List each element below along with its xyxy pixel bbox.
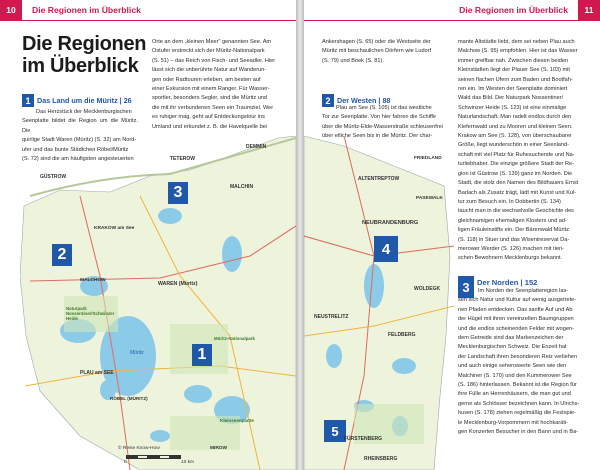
region-title-1: Das Land um die Müritz | 26	[37, 96, 132, 105]
map-label-neubrandenburg: NEUBRANDENBURG	[362, 220, 419, 226]
map-marker-5[interactable]: 5	[324, 420, 346, 442]
text-r2-top: Ankershagen (S. 65) oder die Westseite der Müritz mit beschaulichen Dörfern wie Ludorf (S. 79) und Boek (S. 81).	[322, 39, 432, 64]
text-r3-intro: Im Norden der Seenplatteregion las- sen sich Natur und Kultur auf wenig ausgetrete- nen Pfaden entdecken. Das sanfte Auf und Ab der Hügel mit ihren vereinzelten Baumgruppen und die endlos scheinenden Felder mit wogen- dem Getreide sind das Markenzeichen der Mecklenburgischen Schweiz. Die Enzeit hat der Landschaft ihren besonderen Reiz verliehen und auch einige sehenswerte Seen wie den Malchiner (S. 170) und den Kummerower See (S. 186) hinterlassen. Bekannt ist die Region für ihre Fülle an Herrenhäusern, die man gut und gerne als Schlösser bezeichnen kann. In Ulrichs- husen (S. 178) ziehen regelmäßig die Festspie- le Mecklenburg-Vorpommern mit hochkaräti- gen Konzerten Besucher in den Bann und in Ba-	[458, 288, 580, 436]
map-label-krakow: KRAKOW am See	[94, 226, 135, 231]
map-label-neustrelitz: NEUSTRELITZ	[314, 314, 349, 320]
left-header-title: Die Regionen im Überblick	[32, 5, 141, 15]
region-heading-1	[22, 94, 132, 107]
region-map-left	[20, 136, 296, 470]
map-label-mueritz: Müritz	[130, 350, 144, 356]
map-label-feldberg: FELDBERG	[388, 332, 416, 338]
region-title-3: Der Norden | 152	[477, 278, 538, 287]
map-label-plau: PLAU am SEE	[80, 370, 114, 376]
map-label-mirow: MIROW	[210, 446, 228, 451]
map-legend: © Reise Know-How	[118, 446, 160, 451]
text-column-4: mante Altstädte liebt, dem sei neben Plau auch Malchow (S. 95) empfohlen. Hier ist das Wasser immer greifbar nah. Zwischen diesen beiden Kleinstädten liegt der Plauer See (S. 103) mit seinen flachen Ufern zum Baden und Bootfah- ren ein. Im Westen der Seenplatte dominiert Wald das Bild. Der Naturpark Nossentiner/ Schwinzer Heide (S. 123) ist eine einmalige Naturlandschaft. Man radelt endlos durch den Kiefernwald und zu Mooren und kleinen Seen. Krakow am See (S. 128), von überschaubarer Größe, liegt wunderschön in einer Seenland- schaft mit viel Platz für Ruhesuchende und Na- turliebhaber. Die einzige größere Stadt der Re- gion ist Güstrow (S. 139) ganz im Norden. Die Stadt, die stolz den Namen des Bildhauers Ernst Barlach als Zusatz trägt, lädt mit Kunst und Kul- tur zum Besuch ein. In Dobbertin (S. 134) taucht man in die wechselvolle Geschichte des gleichnamigen ehemaligen Klosters und ad- ligen Fräuleinstifts ein. Der Bärenwald Müritz (S. 118) in Stuer und das Wisentreservat Da- merower Werder (S. 126) machen mit tieri- schen Bewohnern Mecklenburgs bekannt.	[458, 39, 579, 262]
region-number-2: 2	[322, 94, 334, 107]
right-running-header	[304, 0, 600, 21]
map-marker-1[interactable]: 1	[192, 344, 212, 366]
map-label-friedland: FRIEDLAND	[414, 156, 442, 161]
book-gutter	[296, 0, 304, 470]
map-label-waren: WAREN (Müritz)	[158, 281, 198, 287]
map-scale-labels: 0 10 km	[124, 460, 194, 465]
map-marker-2[interactable]: 2	[52, 244, 72, 266]
map-label-roebel: RÖBEL (MÜRITZ)	[110, 396, 148, 401]
map-label-kleinseenplatte: Kleinseenplatte	[220, 418, 254, 423]
map-label-malchow: MALCHOW	[80, 278, 106, 283]
map-label-woldegk: WOLDEGK	[414, 286, 441, 292]
map-label-fuerstenberg: FÜRSTENBERG	[344, 436, 383, 442]
map-marker-4[interactable]: 4	[374, 236, 398, 262]
text-r2-intro: Plau am See (S. 105) ist das westliche Tor zur Seenplatte. Von hier fahren die Schiffe über die Müritz-Elde-Wasserstraße schleusenfrei über etliche Seen bis in die Müritz. Der char-	[322, 105, 444, 140]
left-page-number: 10	[0, 0, 22, 21]
right-page-number: 11	[578, 0, 600, 21]
page-title-line1: Die Regionen	[22, 33, 147, 55]
region-map-right	[304, 136, 454, 470]
map-label-altentreptow: ALTENTREPTOW	[358, 176, 400, 182]
region-number-3: 3	[458, 276, 474, 298]
page-title	[22, 33, 146, 77]
map-label-guestrow: GÜSTROW	[40, 174, 67, 180]
right-header-title: Die Regionen im Überblick	[459, 5, 568, 15]
text-column-2: Orte an dem „kleinen Meer“ genannten See. Am Ostufer erstreckt sich der Müritz-Nationalpark (S. 51) – das Reich von Fisch- und Seeadler. Hier lässt sich die unberührte Natur auf Wanderun- gen oder Radtouren erleben, am besten auf einer Exkursion mit einem Ranger. Für Wasser- sportler, besonders Segler, sind die Müritz und die mit ihr verbundenen Seen ein Traumziel. Wer es ruhiger mag, geht auf Entdeckungstour ins Umland und erkundet z. B. die Havelquelle bei	[152, 39, 276, 130]
region-number-1: 1	[22, 94, 34, 107]
right-page	[304, 0, 600, 470]
map-label-pasewalk: PASEWALK	[416, 196, 443, 201]
map-label-demmin: DEMMIN	[246, 144, 267, 150]
map-label-nossentiner: Naturpark Nossentiner/Schwinzer Heide	[66, 306, 115, 321]
map-label-rheinsberg: RHEINSBERG	[364, 456, 398, 462]
map-label-nationalpark: Müritz-Nationalpark	[214, 336, 255, 341]
text-r1-intro: Das Herzstück der Mecklenburgischen Seenplatte bildet die Region um die Müritz. Die quirlige Stadt Waren (Müritz) (S. 32) am Nord- ufer und das bunte Städtchen Röbel/Müritz (S. 72) sind die am häufigsten angesteuerten	[22, 109, 138, 163]
left-running-header	[0, 0, 296, 21]
region-title-2: Der Westen | 88	[337, 96, 391, 105]
map-label-teterow: TETEROW	[170, 156, 195, 162]
left-page	[0, 0, 296, 470]
map-scale-bar	[126, 455, 181, 459]
map-marker-3[interactable]: 3	[168, 182, 188, 204]
page-title-line2: im Überblick	[22, 55, 139, 77]
map-label-malchin: MALCHIN	[230, 184, 254, 190]
